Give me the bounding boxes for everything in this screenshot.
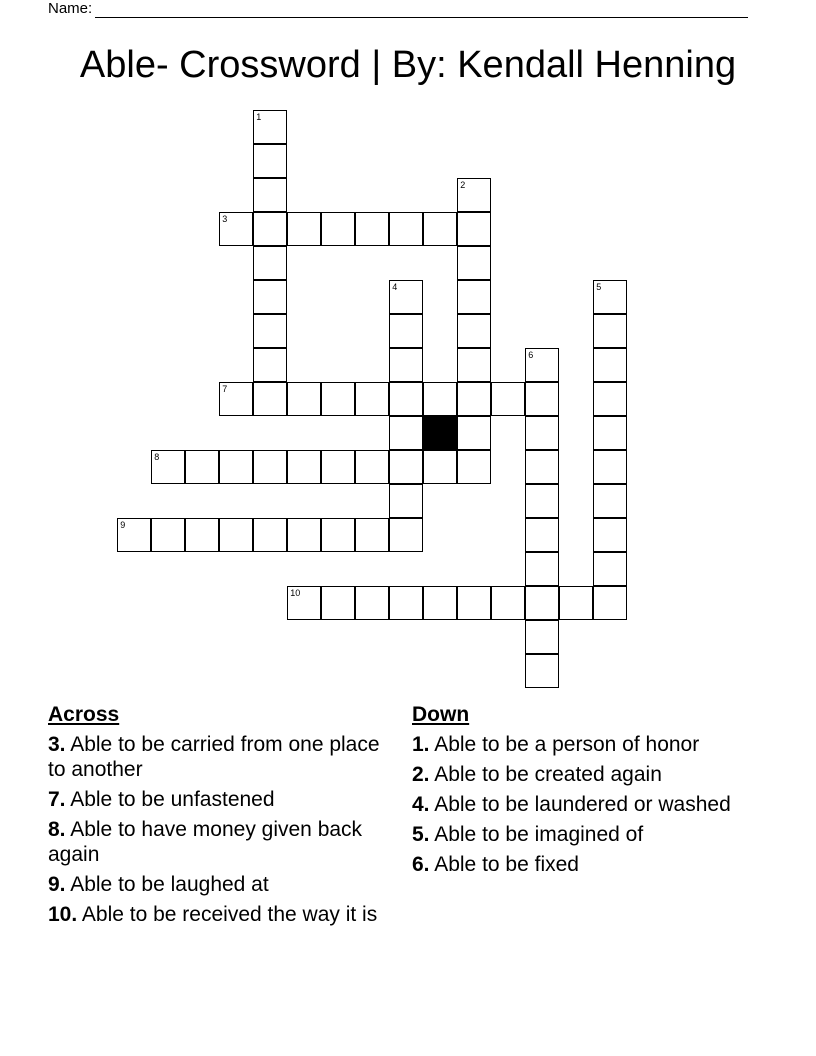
- crossword-cell[interactable]: [593, 280, 627, 314]
- crossword-cell[interactable]: [593, 348, 627, 382]
- crossword-cell[interactable]: [525, 586, 559, 620]
- clue-number: 6.: [412, 853, 430, 876]
- crossword-cell[interactable]: [321, 518, 355, 552]
- crossword-cell[interactable]: [389, 586, 423, 620]
- cell-number: 3: [222, 214, 228, 225]
- crossword-cell[interactable]: [253, 518, 287, 552]
- crossword-cell[interactable]: [593, 552, 627, 586]
- crossword-cell[interactable]: [423, 382, 457, 416]
- crossword-cell[interactable]: [525, 654, 559, 688]
- crossword-cell[interactable]: [287, 450, 321, 484]
- crossword-cell[interactable]: [457, 212, 491, 246]
- crossword-cell[interactable]: [287, 518, 321, 552]
- down-heading: Down: [412, 703, 470, 726]
- name-label: Name:: [48, 0, 93, 17]
- crossword-cell[interactable]: [287, 382, 321, 416]
- crossword-cell[interactable]: [253, 144, 287, 178]
- crossword-cell[interactable]: [253, 178, 287, 212]
- cell-number: 4: [392, 282, 398, 293]
- clue-number: 7.: [48, 788, 66, 811]
- crossword-cell[interactable]: [457, 280, 491, 314]
- clue-down-5: [412, 822, 752, 847]
- clue-down-1: [412, 732, 752, 757]
- crossword-cell[interactable]: [185, 450, 219, 484]
- crossword-cell[interactable]: [287, 212, 321, 246]
- crossword-cell[interactable]: [525, 552, 559, 586]
- cell-number: 10: [290, 588, 301, 599]
- clue-number: 2.: [412, 763, 430, 786]
- cell-number: 2: [460, 180, 466, 191]
- crossword-cell[interactable]: [389, 348, 423, 382]
- crossword-cell[interactable]: [253, 246, 287, 280]
- crossword-cell[interactable]: [219, 450, 253, 484]
- crossword-cell[interactable]: [457, 246, 491, 280]
- crossword-cell[interactable]: [355, 382, 389, 416]
- across-clues: [48, 702, 388, 932]
- crossword-cell[interactable]: [457, 178, 491, 212]
- crossword-cell[interactable]: [253, 212, 287, 246]
- crossword-cell[interactable]: [117, 518, 151, 552]
- clue-number: 5.: [412, 823, 430, 846]
- clue-text: Able to be imagined of: [434, 823, 644, 846]
- clue-across-9: [48, 872, 388, 897]
- crossword-cell[interactable]: [457, 348, 491, 382]
- across-heading: Across: [48, 703, 120, 726]
- crossword-cell[interactable]: [457, 450, 491, 484]
- clue-number: 4.: [412, 793, 430, 816]
- crossword-cell[interactable]: [219, 518, 253, 552]
- crossword-cell[interactable]: [593, 484, 627, 518]
- crossword-cell[interactable]: [559, 586, 593, 620]
- clue-number: 10.: [48, 903, 78, 926]
- crossword-cell[interactable]: [457, 586, 491, 620]
- clue-text: Able to be unfastened: [70, 788, 275, 811]
- crossword-cell[interactable]: [389, 212, 423, 246]
- crossword-cell[interactable]: [423, 450, 457, 484]
- clue-across-3: [48, 732, 388, 782]
- clue-text: Able to be a person of honor: [434, 733, 700, 756]
- clue-number: 3.: [48, 733, 66, 756]
- clue-number: 8.: [48, 818, 66, 841]
- crossword-cell[interactable]: [593, 382, 627, 416]
- crossword-cell[interactable]: [253, 348, 287, 382]
- crossword-cell[interactable]: [355, 450, 389, 484]
- crossword-cell[interactable]: [593, 450, 627, 484]
- clue-down-2: [412, 762, 752, 787]
- crossword-cell[interactable]: [525, 348, 559, 382]
- crossword-cell[interactable]: [253, 382, 287, 416]
- crossword-cell[interactable]: [389, 280, 423, 314]
- crossword-cell[interactable]: [423, 586, 457, 620]
- crossword-cell[interactable]: [491, 382, 525, 416]
- cell-number: 1: [256, 112, 262, 123]
- crossword-cell[interactable]: [389, 314, 423, 348]
- crossword-cell[interactable]: [253, 450, 287, 484]
- crossword-cell[interactable]: [321, 450, 355, 484]
- crossword-cell[interactable]: [593, 416, 627, 450]
- clue-across-10: [48, 902, 388, 927]
- crossword-cell[interactable]: [151, 518, 185, 552]
- cell-number: 7: [222, 384, 228, 395]
- clue-text: Able to have money given back again: [48, 818, 363, 866]
- page-title: Able- Crossword | By: Kendall Henning: [79, 44, 737, 86]
- clue-text: Able to be laundered or washed: [434, 793, 731, 816]
- crossword-cell[interactable]: [457, 382, 491, 416]
- crossword-cell[interactable]: [525, 484, 559, 518]
- crossword-cell[interactable]: [321, 212, 355, 246]
- cell-number: 9: [120, 520, 126, 531]
- cell-number: 8: [154, 452, 160, 463]
- clue-text: Able to be carried from one place to another: [48, 733, 380, 781]
- crossword-cell[interactable]: [525, 620, 559, 654]
- clue-text: Able to be laughed at: [70, 873, 269, 896]
- crossword-cell[interactable]: [219, 382, 253, 416]
- crossword-cell[interactable]: [355, 212, 389, 246]
- crossword-cell[interactable]: [253, 110, 287, 144]
- crossword-cell[interactable]: [389, 450, 423, 484]
- clue-down-4: [412, 792, 752, 817]
- crossword-cell[interactable]: [525, 450, 559, 484]
- crossword-cell[interactable]: [151, 450, 185, 484]
- crossword-cell[interactable]: [525, 382, 559, 416]
- crossword-cell[interactable]: [389, 416, 423, 450]
- crossword-cell[interactable]: [287, 586, 321, 620]
- crossword-cell[interactable]: [253, 280, 287, 314]
- crossword-cell[interactable]: [219, 212, 253, 246]
- crossword-cell[interactable]: [321, 382, 355, 416]
- crossword-cell[interactable]: [389, 518, 423, 552]
- cell-number: 5: [596, 282, 602, 293]
- crossword-cell[interactable]: [593, 586, 627, 620]
- clue-across-7: [48, 787, 388, 812]
- crossword-cell[interactable]: [423, 212, 457, 246]
- clue-text: Able to be created again: [434, 763, 662, 786]
- crossword-cell[interactable]: [593, 518, 627, 552]
- crossword-cell[interactable]: [355, 518, 389, 552]
- clue-number: 9.: [48, 873, 66, 896]
- crossword-cell[interactable]: [593, 314, 627, 348]
- crossword-cell[interactable]: [185, 518, 219, 552]
- crossword-cell[interactable]: [525, 416, 559, 450]
- crossword-cell[interactable]: [525, 518, 559, 552]
- clue-text: Able to be received the way it is: [81, 903, 378, 926]
- crossword-cell[interactable]: [321, 586, 355, 620]
- crossword-cell[interactable]: [389, 484, 423, 518]
- crossword-cell[interactable]: [491, 586, 525, 620]
- crossword-cell[interactable]: [457, 314, 491, 348]
- clue-text: Able to be fixed: [434, 853, 579, 876]
- clue-across-8: [48, 817, 388, 867]
- clue-down-6: [412, 852, 752, 877]
- crossword-cell[interactable]: [389, 382, 423, 416]
- crossword-cell[interactable]: [355, 586, 389, 620]
- cell-number: 6: [528, 350, 534, 361]
- clue-number: 1.: [412, 733, 430, 756]
- down-clues: [412, 702, 752, 882]
- black-cell: [423, 416, 457, 450]
- crossword-cell[interactable]: [457, 416, 491, 450]
- crossword-cell[interactable]: [253, 314, 287, 348]
